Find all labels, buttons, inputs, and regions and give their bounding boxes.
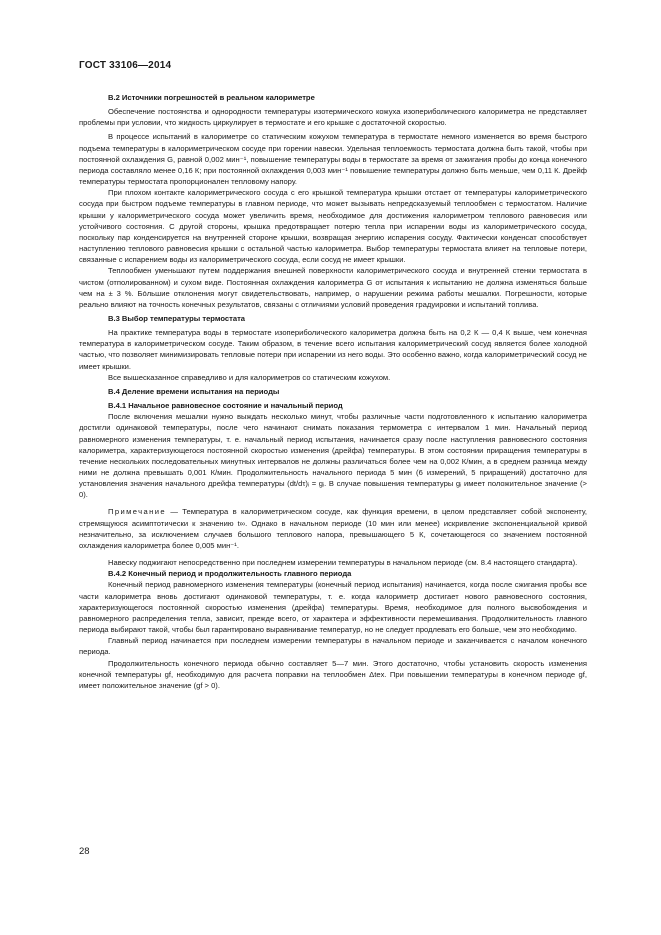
document-body (79, 92, 587, 691)
paragraph: Главный период начинается при последнем измерении температуры в начальном периоде и заканчивается с началом конечного периода. (79, 636, 587, 657)
paragraph: Все вышесказанное справедливо и для калориметров со статическим кожухом. (108, 372, 391, 382)
paragraph: Навеску поджигают непосредственно при последнем измерении температуры в начальном периоде (см. 8.4 настоящего стандарта). (108, 558, 578, 568)
paragraph: Теплообмен уменьшают путем поддержания внешней поверхности калориметрического сосуда и внутренней стенки термостата в чистом (отполированном) и сухом виде. Постоянная охлаждения калориметра G от испытания к испытанию не должна изменяться больше чем на ± 3 %. Бо́льшие отклонения могут свидетельствовать, например, о нарушении режима работы мешалки. Погрешности, которые реально влияют на точность конечных результатов, связаны с отличиями условий проведения градуировки и испытаний топлива. (79, 266, 587, 309)
note-label: Примечание (108, 507, 166, 517)
paragraph: После включения мешалки нужно выждать несколько минут, чтобы различные части подготовленного к испытанию калориметра достигли одинаковой температуры, после чего начинают снимать показания термометра с интервалом 1 мин. Начальный период равномерного изменения температуры, т. е. начальный период испытания, начинается сразу после наступления равновесного состояния калориметра, характеризующегося постоянной скоростью изменения (дрейфа) температуры. В этом состоянии приращения температуры в течение нескольких последовательных минутных интервалов не должны различаться более чем на 0,002 К/мин, а в среднем разница между ними не должна превышать 0,001 К/мин. Продолжительность начального периода 5 мин (6 измерений, 5 приращений) достаточно для установления значения начального дрейфа температуры (dt/dτ)ᵢ = gᵢ. В случае повышения температуры gᵢ имеет положительное значение (> 0). (79, 412, 587, 500)
paragraph: При плохом контакте калориметрического сосуда с его крышкой температура крышки отстает от температуры калориметрического сосуда при быстром подъеме температуры в главном периоде, что может вызывать непредсказуемый теплообмен с термостатом. Наличие крышки у калориметрического сосуда может увеличить время, необходимое для достижения калориметром теплового равновесия или устойчивого состояния. С другой стороны, крышка предотвращает потерю тепла при испарении воды из калориметрического сосуда, поскольку пар конденсируется на внутренней стороне крышки, возвращая энергию испарения сосуду. Фактически конденсат способствует наступлению теплового равновесия крышки с остальной частью калориметра. Выбор температуры термостата влияет на тепловые потери, связанные с испарением воды из калориметрического сосуда, если сосуд не имеет крышки. (79, 188, 587, 265)
page-number: 28 (79, 846, 90, 857)
paragraph: В процессе испытаний в калориметре со статическим кожухом температура в термостате немного изменяется во время быстрого подъема температуры в калориметрическом сосуде при горении навески. Удельная теплоемкость термостата должна быть такой, чтобы при постоянной охлаждения G, равной 0,002 мин⁻¹, повышение температуры воды в термостате за время от зажигания пробы до конца конечного периода составляло менее 0,16 К; при постоянной охлаждения 0,003 мин⁻¹ повышение температуры должно быть меньше, чем 0,11 К. Дрейф температуры термостата пропорционален тепловому напору. (79, 132, 587, 187)
note-text: — Температура в калориметрическом сосуде, как функция времени, в целом представляет собой экспоненту, стремящуюся асимптотически к значению t∞. Однако в начальном периоде (10 мин или менее) искривление экспоненциальной кривой незначительно, за исключением случаев большого теплового напора, превышающего 5 К, сочетающегося со значением постоянной охлаждения калориметра более 0,005 мин⁻¹. (79, 507, 587, 550)
paragraph: Конечный период равномерного изменения температуры (конечный период испытания) начинается, когда после сжигания пробы все части калориметра вновь достигают одинаковой температуры, т. е. когда калориметр достигает нового равновесного состояния, характеризующегося постоянной скоростью изменения (дрейфа) температуры. Время, необходимое для полного высвобождения и равномерного распределения тепла, зависит, прежде всего, от характера и эффективности перемешивания. Продолжительность главного периода выбирают такой, чтобы был гарантировано выравнивание температур, но не следует продлевать его больше, чем это необходимо. (79, 580, 587, 635)
section-heading-b4: В.4 Деление времени испытания на периоды (108, 386, 280, 396)
paragraph: На практике температура воды в термостате изопериболического калориметра должна быть на 0,2 К — 0,4 К выше, чем конечная температура в калориметрическом сосуде. Таким образом, в течение всего испытания калориметрический сосуд является более холодной частью, что позволяет минимизировать тепловые потери при испарении из него воды. Это особенно важно, когда калориметрический сосуд не имеет крышки. (79, 328, 587, 371)
section-heading-b3: В.3 Выбор температуры термостата (108, 313, 246, 323)
paragraph: Продолжительность конечного периода обычно составляет 5—7 мин. Этого достаточно, чтобы установить скорость изменения конечной температуры gf, необходимую для расчета поправки на теплообмен Δtex. При повышении температуры в конечном периоде gf, имеет положительное значение (gf > 0). (79, 658, 587, 690)
section-heading-b2: В.2 Источники погрешностей в реальном калориметре (108, 93, 315, 102)
section-heading-b41: В.4.1 Начальное равновесное состояние и начальный период (108, 401, 343, 411)
paragraph: Обеспечение постоянства и однородности температуры изотермического кожуха изопериболического калориметра не представляет проблемы при условии, что жидкость циркулирует в термостате и его крышке с достаточной скоростью. (79, 107, 587, 128)
note (79, 506, 587, 551)
standard-header: ГОСТ 33106—2014 (79, 60, 172, 71)
section-heading-b42: В.4.2 Конечный период и продолжительность главного периода (108, 569, 352, 579)
